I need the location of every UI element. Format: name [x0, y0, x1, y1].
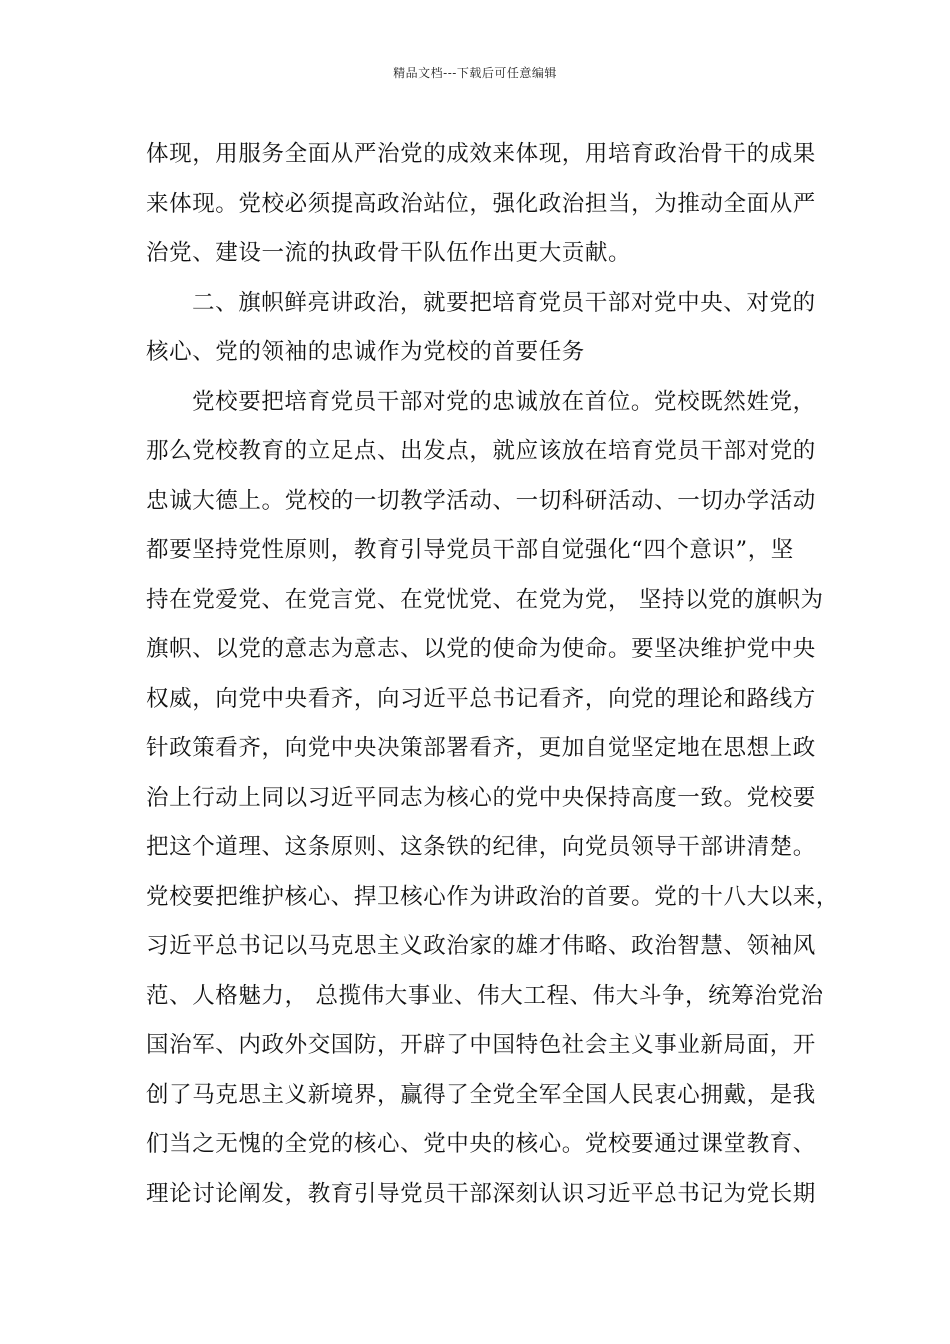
text-line: 国治军、内政外交国防，开辟了中国特色社会主义事业新局面，开 [146, 1032, 816, 1058]
section-heading-line: 二、旗帜鲜亮讲政治，就要把培育党员干部对党中央、对党的 [192, 289, 816, 316]
page-header: 精品文档---下载后可任意编辑 [393, 66, 557, 80]
text-line: 来体现。党校必须提高政治站位，强化政治担当，为推动全面从严 [146, 190, 816, 217]
section-heading-line: 核心、党的领袖的忠诚作为党校的首要任务 [146, 339, 585, 365]
text-line: 理论讨论阐发，教育引导党员干部深刻认识习近平总书记为党长期 [146, 1180, 816, 1207]
text-line: 持在党爱党、在党言党、在党忧党、在党为党， 坚持以党的旗帜为 [146, 586, 824, 613]
text-line: 针政策看齐，向党中央决策部署看齐，更加自觉坚定地在思想上政 [146, 735, 816, 761]
text-line: 党校要把维护核心、捍卫核心作为讲政治的首要。党的十八大以来， [146, 883, 840, 910]
text-line: 们当之无愧的全党的核心、党中央的核心。党校要通过课堂教育、 [146, 1131, 816, 1157]
text-line: 党校要把培育党员干部对党的忠诚放在首位。党校既然姓党， [192, 388, 816, 415]
text-line: 都要坚持党性原则，教育引导党员干部自觉强化“四个意识”，坚 [146, 537, 794, 563]
text-line: 范、人格魅力， 总揽伟大事业、伟大工程、伟大斗争，统筹治党治 [146, 982, 824, 1009]
text-line: 那么党校教育的立足点、出发点，就应该放在培育党员干部对党的 [146, 438, 816, 464]
text-line: 习近平总书记以马克思主义政治家的雄才伟略、政治智慧、领袖风 [146, 933, 816, 959]
text-line: 旗帜、以党的意志为意志、以党的使命为使命。要坚决维护党中央 [146, 636, 816, 662]
document-body [146, 130, 840, 1219]
text-line: 创了马克思主义新境界，赢得了全党全军全国人民衷心拥戴，是我 [146, 1081, 816, 1108]
text-line: 治上行动上同以习近平同志为核心的党中央保持高度一致。党校要 [146, 784, 816, 811]
text-line: 体现，用服务全面从严治党的成效来体现，用培育政治骨干的成果 [146, 141, 816, 167]
text-line: 忠诚大德上。党校的一切教学活动、一切科研活动、一切办学活动 [146, 487, 816, 514]
text-line: 把这个道理、这条原则、这条铁的纪律，向党员领导干部讲清楚。 [146, 834, 816, 860]
text-line: 治党、建设一流的执政骨干队伍作出更大贡献。 [146, 240, 632, 266]
text-line: 权威，向党中央看齐，向习近平总书记看齐，向党的理论和路线方 [146, 685, 816, 712]
